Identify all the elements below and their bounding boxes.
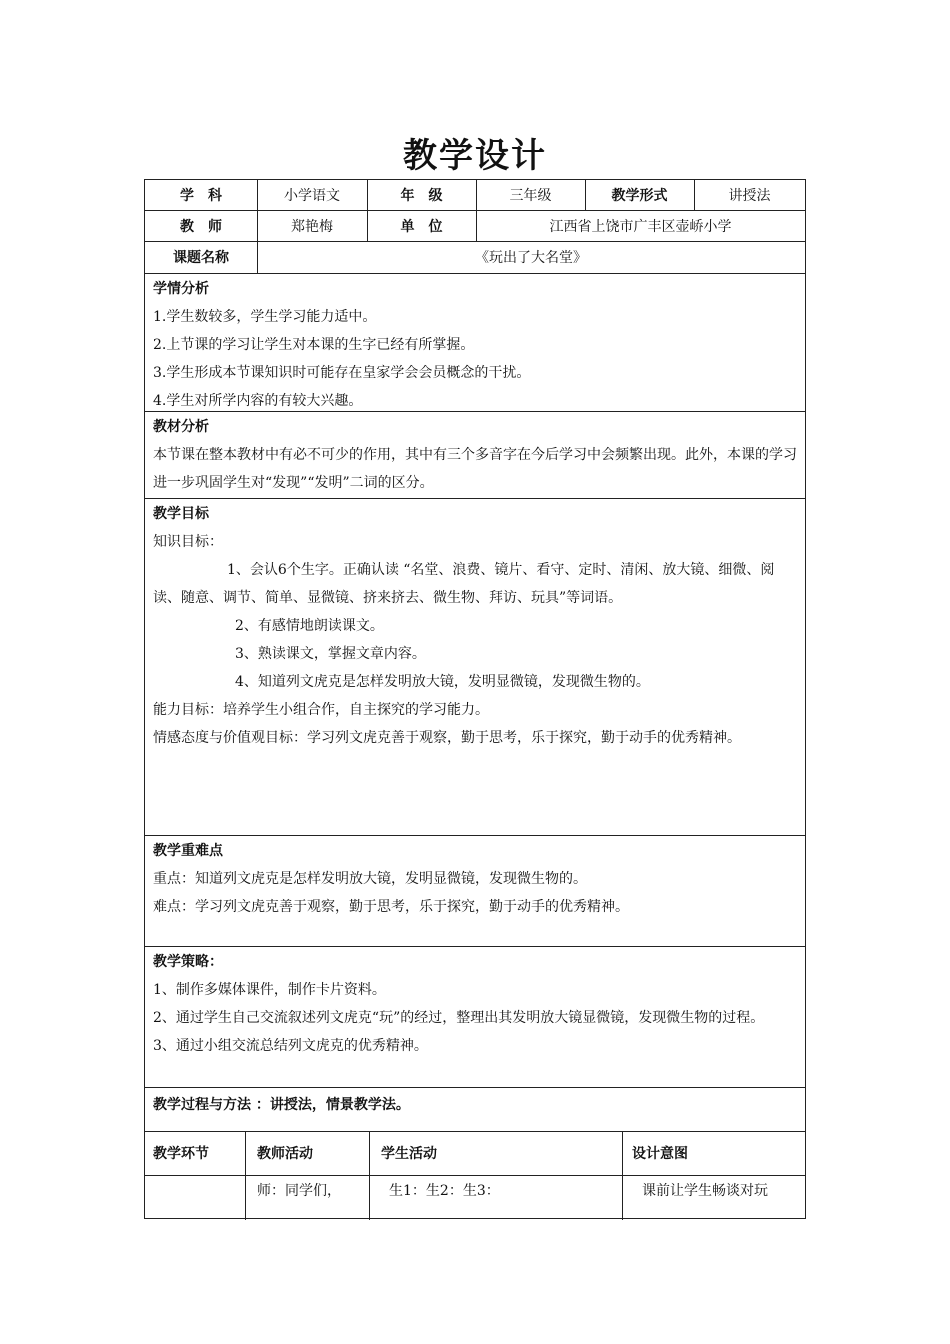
- key-points-heading: 教学重难点: [153, 843, 223, 859]
- column-header: 教师活动: [257, 1146, 313, 1162]
- strategy-heading: 教学策略：: [153, 954, 223, 970]
- row-divider: [145, 1087, 805, 1088]
- objective-item: 1、会认6个生字。正确认读 “名堂、浪费、镜片、看守、定时、清闲、放大镜、细微、阅读、随意、调节、简单、显微镜、挤来挤去、微生物、拜访、玩具”等词语。: [153, 562, 775, 606]
- list-item: 3.学生形成本节课知识时可能存在皇家学会会员概念的干扰。: [153, 365, 531, 381]
- material-analysis-text: 本节课在整本教材中有必不可少的作用，其中有三个多音字在今后学习中会频繁出现。此外，本课的学习进一步巩固学生对“发现”“发明”二词的区分。: [153, 447, 797, 491]
- objective-item: 2、有感情地朗读课文。: [235, 618, 384, 634]
- grade-label: 年 级: [400, 188, 443, 204]
- column-header: 学生活动: [381, 1146, 437, 1162]
- column-header: 设计意图: [632, 1146, 688, 1162]
- unit-value: 江西省上饶市广丰区壶峤小学: [549, 218, 732, 235]
- objectives-section: [153, 500, 801, 752]
- table-cell: [145, 1175, 245, 1205]
- material-analysis-section: [153, 413, 801, 497]
- list-item: 1、制作多媒体课件，制作卡片资料。: [153, 982, 386, 998]
- list-item: 3、通过小组交流总结列文虎克的优秀精神。: [153, 1038, 428, 1054]
- form-value: 讲授法: [728, 188, 771, 204]
- learner-analysis-section: [153, 275, 801, 415]
- objective-item: 4、知道列文虎克是怎样发明放大镜，发明显微镜，发现微生物的。: [235, 674, 650, 690]
- list-item: 1.学生数较多，学生学习能力适中。: [153, 309, 377, 325]
- objectives-heading: 教学目标: [153, 506, 209, 522]
- subject-value: 小学语文: [284, 188, 340, 204]
- grade-value: 三年级: [509, 188, 552, 204]
- table-cell: 课前让学生畅谈对玩: [642, 1183, 768, 1199]
- unit-label: 单 位: [400, 218, 443, 235]
- page-title: 教学设计: [403, 136, 547, 176]
- teacher-value: 郑艳梅: [291, 218, 333, 235]
- list-item: 2、通过学生自己交流叙述列文虎克“玩”的经过，整理出其发明放大镜显微镜，发现微生物的过程。: [153, 1010, 765, 1026]
- table-cell: 生1：生2：生3：: [389, 1183, 500, 1199]
- process-section: [153, 1091, 801, 1119]
- row-divider: [145, 835, 805, 836]
- lesson-plan-table: [144, 179, 806, 1219]
- strategy-section: [153, 948, 801, 1060]
- difficult-point: 难点：学习列文虎克善于观察，勤于思考，乐于探究，勤于动手的优秀精神。: [153, 899, 629, 915]
- row-divider: [145, 273, 805, 274]
- objective-item: 3、熟读课文，掌握文章内容。: [235, 646, 426, 662]
- row-divider: [145, 498, 805, 499]
- key-points-section: [153, 837, 801, 921]
- list-item: 2.上节课的学习让学生对本课的生字已经有所掌握。: [153, 337, 475, 353]
- table-cell: 师：同学们，: [257, 1183, 341, 1199]
- form-label: 教学形式: [611, 188, 668, 204]
- lesson-value: 《玩出了大名堂》: [475, 250, 587, 266]
- knowledge-label: 知识目标：: [153, 534, 223, 550]
- key-point: 重点：知道列文虎克是怎样发明放大镜，发明显微镜，发现微生物的。: [153, 871, 587, 887]
- ability-objective: 能力目标：培养学生小组合作，自主探究的学习能力。: [153, 702, 489, 718]
- material-analysis-heading: 教材分析: [153, 419, 209, 435]
- teacher-label: 教 师: [180, 218, 222, 235]
- subject-label: 学 科: [180, 188, 222, 204]
- row-divider: [145, 946, 805, 947]
- process-heading: 教学过程与方法 ：讲授法，情景教学法。: [153, 1097, 410, 1113]
- list-item: 4.学生对所学内容的有较大兴趣。: [153, 393, 363, 409]
- column-header: 教学环节: [153, 1146, 209, 1162]
- learner-analysis-heading: 学情分析: [153, 281, 209, 297]
- emotion-objective: 情感态度与价值观目标：学习列文虎克善于观察，勤于思考，乐于探究，勤于动手的优秀精神。: [153, 730, 741, 746]
- lesson-label: 课题名称: [173, 250, 229, 266]
